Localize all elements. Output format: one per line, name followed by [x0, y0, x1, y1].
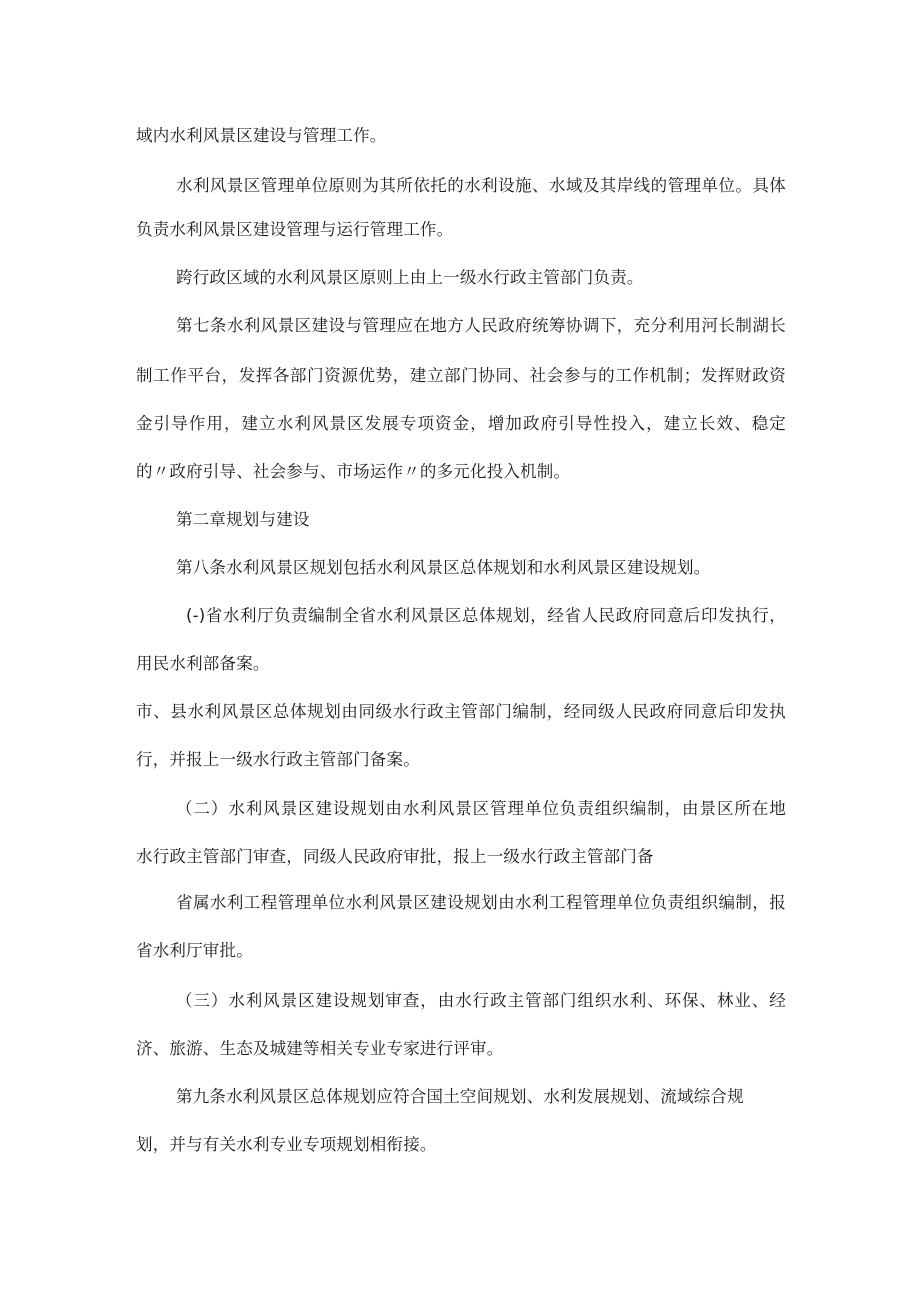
text-line: 省水利厅审批。	[136, 941, 253, 960]
text-line: 水行政主管部门审查，同级人民政府审批，报上一级水行政主管部门备	[136, 847, 654, 866]
text-line: （三）水利风景区建设规划审查，由水行政主管部门组织水利、环保、林业、经	[176, 991, 786, 1010]
text-line: 用民水利部备案。	[136, 654, 270, 673]
text-line: 划，并与有关水利专业专项规划相衔接。	[136, 1135, 437, 1154]
text-line: 行，并报上一级水行政主管部门备案。	[136, 750, 420, 769]
text-line: 金引导作用，建立水利风景区发展专项资金，增加政府引导性投入，建立长效、稳定	[136, 414, 786, 433]
text-line: 第九条水利风景区总体规划应符合国土空间规划、水利发展规划、流域综合规	[176, 1087, 744, 1106]
text-line: 济、旅游、生态及城建等相关专业专家进行评审。	[136, 1039, 504, 1058]
text-line: （二）水利风景区建设规划由水利风景区管理单位负责组织编制，由景区所在地	[176, 799, 786, 818]
text-line: 负责水利风景区建设管理与运行管理工作。	[136, 220, 454, 239]
text-line: (-)省水利厅负责编制全省水利风景区总体规划，经省人民政府同意后印发执行，	[186, 606, 786, 625]
text-line: 省属水利工程管理单位水利风景区建设规划由水利工程管理单位负责组织编制，报	[176, 893, 786, 912]
text-line: 水利风景区管理单位原则为其所依托的水利设施、水域及其岸线的管理单位。具体	[176, 176, 786, 195]
chapter-heading: 第二章规划与建设	[176, 510, 310, 529]
text-line: 市、县水利风景区总体规划由同级水行政主管部门编制，经同级人民政府同意后印发执	[136, 702, 786, 721]
text-line: 跨行政区域的水利风景区原则上由上一级水行政主管部门负责。	[176, 268, 644, 287]
text-line: 的〃政府引导、社会参与、市场运作〃的多元化投入机制。	[136, 462, 571, 481]
text-line: 制工作平台，发挥各部门资源优势，建立部门协同、社会参与的工作机制；发挥财政资	[136, 366, 786, 385]
text-line: 第七条水利风景区建设与管理应在地方人民政府统筹协调下，充分利用河长制湖长	[176, 316, 786, 335]
text-line: 第八条水利风景区规划包括水利风景区总体规划和水利风景区建设规划。	[176, 558, 711, 577]
text-line: 域内水利风景区建设与管理工作。	[136, 126, 387, 145]
